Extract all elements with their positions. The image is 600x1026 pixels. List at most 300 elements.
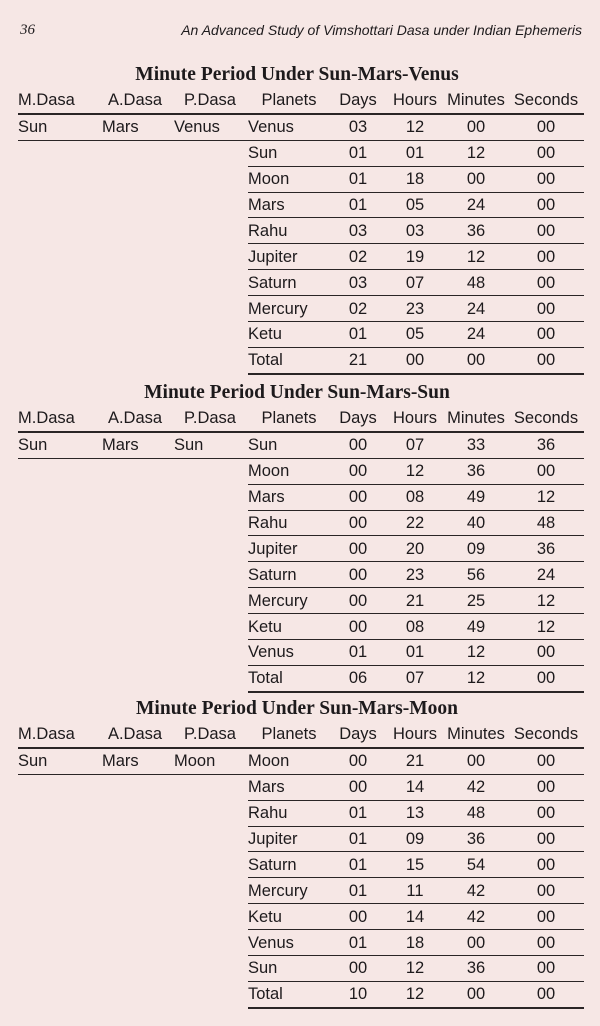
- days-cell: 02: [330, 244, 386, 270]
- days-cell: 01: [330, 852, 386, 878]
- m-dasa-cell: [18, 218, 98, 244]
- minutes-cell: 00: [444, 166, 508, 192]
- m-dasa-cell: [18, 458, 98, 484]
- p-dasa-cell: [172, 510, 248, 536]
- days-cell: 01: [330, 878, 386, 904]
- planet-cell: Moon: [248, 166, 330, 192]
- seconds-cell: 00: [508, 640, 584, 666]
- minutes-cell: 36: [444, 218, 508, 244]
- planet-cell: Rahu: [248, 800, 330, 826]
- days-cell: 10: [330, 981, 386, 1007]
- a-dasa-cell: Mars: [98, 432, 172, 458]
- total-row: [18, 981, 584, 1007]
- column-header: Seconds: [508, 406, 584, 432]
- hours-cell: 20: [386, 536, 444, 562]
- table-row: [18, 458, 584, 484]
- seconds-cell: 12: [508, 484, 584, 510]
- column-header: Days: [330, 406, 386, 432]
- planet-cell: Mars: [248, 774, 330, 800]
- column-header: Hours: [386, 722, 444, 748]
- hours-cell: 00: [386, 347, 444, 373]
- hours-cell: 11: [386, 878, 444, 904]
- table-row: [18, 774, 584, 800]
- planet-cell: Venus: [248, 640, 330, 666]
- p-dasa-cell: [172, 878, 248, 904]
- a-dasa-cell: [98, 588, 172, 614]
- minutes-cell: 00: [444, 114, 508, 140]
- column-header: M.Dasa: [18, 722, 98, 748]
- total-row: [18, 347, 584, 373]
- hours-cell: 01: [386, 140, 444, 166]
- days-cell: 00: [330, 588, 386, 614]
- hours-cell: 13: [386, 800, 444, 826]
- hours-cell: 22: [386, 510, 444, 536]
- days-cell: 00: [330, 458, 386, 484]
- m-dasa-cell: [18, 665, 98, 691]
- column-header: Hours: [386, 88, 444, 114]
- m-dasa-cell: [18, 166, 98, 192]
- table-row: [18, 484, 584, 510]
- column-header: M.Dasa: [18, 406, 98, 432]
- hours-cell: 21: [386, 748, 444, 774]
- p-dasa-cell: [172, 981, 248, 1007]
- p-dasa-cell: [172, 322, 248, 348]
- column-header: P.Dasa: [172, 406, 248, 432]
- seconds-cell: 00: [508, 270, 584, 296]
- m-dasa-cell: [18, 510, 98, 536]
- a-dasa-cell: [98, 614, 172, 640]
- seconds-cell: 00: [508, 748, 584, 774]
- column-header: Minutes: [444, 88, 508, 114]
- minutes-cell: 42: [444, 774, 508, 800]
- days-cell: 00: [330, 956, 386, 982]
- a-dasa-cell: [98, 458, 172, 484]
- planet-cell: Ketu: [248, 322, 330, 348]
- m-dasa-cell: [18, 296, 98, 322]
- seconds-cell: 00: [508, 878, 584, 904]
- planet-cell: Mercury: [248, 878, 330, 904]
- hours-cell: 18: [386, 166, 444, 192]
- seconds-cell: 36: [508, 432, 584, 458]
- days-cell: 00: [330, 536, 386, 562]
- minutes-cell: 24: [444, 192, 508, 218]
- days-cell: 02: [330, 296, 386, 322]
- seconds-cell: 12: [508, 614, 584, 640]
- column-header: A.Dasa: [98, 88, 172, 114]
- table-row: [18, 218, 584, 244]
- section-sun-mars-sun: [18, 380, 584, 693]
- p-dasa-cell: [172, 774, 248, 800]
- seconds-cell: 00: [508, 852, 584, 878]
- p-dasa-cell: [172, 536, 248, 562]
- minutes-cell: 12: [444, 140, 508, 166]
- hours-cell: 05: [386, 192, 444, 218]
- m-dasa-cell: [18, 484, 98, 510]
- table-row: [18, 614, 584, 640]
- planet-cell: Ketu: [248, 614, 330, 640]
- seconds-cell: 00: [508, 826, 584, 852]
- minutes-cell: 25: [444, 588, 508, 614]
- hours-cell: 07: [386, 432, 444, 458]
- seconds-cell: 00: [508, 192, 584, 218]
- days-cell: 03: [330, 270, 386, 296]
- days-cell: 01: [330, 192, 386, 218]
- m-dasa-cell: [18, 640, 98, 666]
- p-dasa-cell: [172, 140, 248, 166]
- days-cell: 03: [330, 114, 386, 140]
- minutes-cell: 56: [444, 562, 508, 588]
- a-dasa-cell: [98, 536, 172, 562]
- days-cell: 01: [330, 640, 386, 666]
- days-cell: 00: [330, 484, 386, 510]
- column-header: Hours: [386, 406, 444, 432]
- hours-cell: 19: [386, 244, 444, 270]
- p-dasa-cell: [172, 458, 248, 484]
- column-header: A.Dasa: [98, 406, 172, 432]
- days-cell: 06: [330, 665, 386, 691]
- planet-cell: Saturn: [248, 562, 330, 588]
- p-dasa-cell: [172, 166, 248, 192]
- period-table: [18, 406, 584, 693]
- m-dasa-cell: [18, 140, 98, 166]
- column-header: Seconds: [508, 88, 584, 114]
- planet-cell: Total: [248, 347, 330, 373]
- m-dasa-cell: [18, 614, 98, 640]
- a-dasa-cell: [98, 347, 172, 373]
- a-dasa-cell: [98, 484, 172, 510]
- period-table: [18, 722, 584, 1009]
- minutes-cell: 36: [444, 956, 508, 982]
- p-dasa-cell: [172, 347, 248, 373]
- header-row: [18, 406, 584, 432]
- table-row: [18, 192, 584, 218]
- planet-cell: Mars: [248, 484, 330, 510]
- minutes-cell: 00: [444, 748, 508, 774]
- seconds-cell: 00: [508, 322, 584, 348]
- column-header: Days: [330, 722, 386, 748]
- seconds-cell: 00: [508, 774, 584, 800]
- planet-cell: Venus: [248, 930, 330, 956]
- m-dasa-cell: [18, 904, 98, 930]
- a-dasa-cell: [98, 322, 172, 348]
- seconds-cell: 00: [508, 218, 584, 244]
- seconds-cell: 00: [508, 296, 584, 322]
- planet-cell: Mercury: [248, 296, 330, 322]
- hours-cell: 05: [386, 322, 444, 348]
- hours-cell: 12: [386, 458, 444, 484]
- table-row: [18, 904, 584, 930]
- page-header: [20, 20, 582, 44]
- m-dasa-cell: [18, 192, 98, 218]
- a-dasa-cell: [98, 270, 172, 296]
- planet-cell: Rahu: [248, 510, 330, 536]
- days-cell: 00: [330, 432, 386, 458]
- table-row: [18, 878, 584, 904]
- m-dasa-cell: [18, 347, 98, 373]
- hours-cell: 12: [386, 114, 444, 140]
- planet-cell: Rahu: [248, 218, 330, 244]
- p-dasa-cell: Sun: [172, 432, 248, 458]
- planet-cell: Jupiter: [248, 244, 330, 270]
- p-dasa-cell: [172, 800, 248, 826]
- minutes-cell: 42: [444, 878, 508, 904]
- column-header: Planets: [248, 722, 330, 748]
- section-title: Minute Period Under Sun-Mars-Moon: [136, 698, 458, 719]
- hours-cell: 14: [386, 904, 444, 930]
- hours-cell: 15: [386, 852, 444, 878]
- m-dasa-cell: [18, 244, 98, 270]
- seconds-cell: 00: [508, 347, 584, 373]
- minutes-cell: 12: [444, 640, 508, 666]
- m-dasa-cell: Sun: [18, 748, 98, 774]
- planet-cell: Total: [248, 981, 330, 1007]
- a-dasa-cell: [98, 218, 172, 244]
- planet-cell: Saturn: [248, 270, 330, 296]
- minutes-cell: 48: [444, 270, 508, 296]
- m-dasa-cell: [18, 774, 98, 800]
- days-cell: 01: [330, 166, 386, 192]
- m-dasa-cell: [18, 852, 98, 878]
- a-dasa-cell: [98, 640, 172, 666]
- seconds-cell: 24: [508, 562, 584, 588]
- column-header: P.Dasa: [172, 722, 248, 748]
- days-cell: 00: [330, 510, 386, 536]
- planet-cell: Sun: [248, 432, 330, 458]
- planet-cell: Moon: [248, 748, 330, 774]
- planet-cell: Sun: [248, 140, 330, 166]
- minutes-cell: 42: [444, 904, 508, 930]
- minutes-cell: 40: [444, 510, 508, 536]
- hours-cell: 12: [386, 956, 444, 982]
- a-dasa-cell: [98, 826, 172, 852]
- m-dasa-cell: [18, 930, 98, 956]
- m-dasa-cell: [18, 878, 98, 904]
- table-row: [18, 640, 584, 666]
- section-title: Minute Period Under Sun-Mars-Sun: [144, 382, 450, 403]
- m-dasa-cell: Sun: [18, 114, 98, 140]
- column-header: Minutes: [444, 406, 508, 432]
- minutes-cell: 09: [444, 536, 508, 562]
- p-dasa-cell: [172, 614, 248, 640]
- seconds-cell: 48: [508, 510, 584, 536]
- a-dasa-cell: [98, 665, 172, 691]
- minutes-cell: 12: [444, 244, 508, 270]
- minutes-cell: 49: [444, 484, 508, 510]
- header-row: [18, 722, 584, 748]
- hours-cell: 09: [386, 826, 444, 852]
- planet-cell: Mercury: [248, 588, 330, 614]
- running-title: An Advanced Study of Vimshottari Dasa under Indian Ephemeris: [181, 22, 582, 38]
- planet-cell: Sun: [248, 956, 330, 982]
- p-dasa-cell: [172, 956, 248, 982]
- minutes-cell: 36: [444, 826, 508, 852]
- table-row: [18, 930, 584, 956]
- a-dasa-cell: [98, 562, 172, 588]
- column-header: Planets: [248, 88, 330, 114]
- hours-cell: 14: [386, 774, 444, 800]
- days-cell: 03: [330, 218, 386, 244]
- hours-cell: 08: [386, 484, 444, 510]
- seconds-cell: 00: [508, 800, 584, 826]
- minutes-cell: 24: [444, 322, 508, 348]
- table-row: [18, 244, 584, 270]
- column-header: Minutes: [444, 722, 508, 748]
- days-cell: 01: [330, 826, 386, 852]
- m-dasa-cell: [18, 826, 98, 852]
- hours-cell: 23: [386, 562, 444, 588]
- seconds-cell: 00: [508, 458, 584, 484]
- m-dasa-cell: [18, 800, 98, 826]
- header-row: [18, 88, 584, 114]
- seconds-cell: 36: [508, 536, 584, 562]
- a-dasa-cell: [98, 774, 172, 800]
- p-dasa-cell: [172, 270, 248, 296]
- minutes-cell: 00: [444, 347, 508, 373]
- m-dasa-cell: [18, 562, 98, 588]
- a-dasa-cell: [98, 956, 172, 982]
- table-row: [18, 510, 584, 536]
- seconds-cell: 12: [508, 588, 584, 614]
- section-title: Minute Period Under Sun-Mars-Venus: [135, 64, 459, 85]
- table-row: [18, 748, 584, 774]
- p-dasa-cell: [172, 665, 248, 691]
- minutes-cell: 33: [444, 432, 508, 458]
- table-row: [18, 166, 584, 192]
- p-dasa-cell: [172, 484, 248, 510]
- a-dasa-cell: [98, 166, 172, 192]
- table-row: [18, 322, 584, 348]
- a-dasa-cell: [98, 981, 172, 1007]
- table-row: [18, 536, 584, 562]
- p-dasa-cell: [172, 296, 248, 322]
- days-cell: 01: [330, 800, 386, 826]
- page-number: 36: [20, 22, 35, 38]
- minutes-cell: 36: [444, 458, 508, 484]
- a-dasa-cell: [98, 878, 172, 904]
- minutes-cell: 00: [444, 930, 508, 956]
- minutes-cell: 54: [444, 852, 508, 878]
- a-dasa-cell: [98, 140, 172, 166]
- hours-cell: 03: [386, 218, 444, 244]
- table-row: [18, 588, 584, 614]
- p-dasa-cell: [172, 192, 248, 218]
- p-dasa-cell: [172, 640, 248, 666]
- period-table: [18, 88, 584, 375]
- p-dasa-cell: [172, 562, 248, 588]
- table-row: [18, 956, 584, 982]
- planet-cell: Total: [248, 665, 330, 691]
- planet-cell: Ketu: [248, 904, 330, 930]
- hours-cell: 12: [386, 981, 444, 1007]
- column-header: Seconds: [508, 722, 584, 748]
- days-cell: 00: [330, 562, 386, 588]
- minutes-cell: 48: [444, 800, 508, 826]
- a-dasa-cell: [98, 852, 172, 878]
- a-dasa-cell: [98, 244, 172, 270]
- p-dasa-cell: [172, 904, 248, 930]
- table-row: [18, 114, 584, 140]
- minutes-cell: 12: [444, 665, 508, 691]
- days-cell: 21: [330, 347, 386, 373]
- seconds-cell: 00: [508, 114, 584, 140]
- planet-cell: Venus: [248, 114, 330, 140]
- minutes-cell: 24: [444, 296, 508, 322]
- table-row: [18, 562, 584, 588]
- a-dasa-cell: [98, 904, 172, 930]
- total-row: [18, 665, 584, 691]
- m-dasa-cell: Sun: [18, 432, 98, 458]
- days-cell: 01: [330, 322, 386, 348]
- table-row: [18, 826, 584, 852]
- m-dasa-cell: [18, 536, 98, 562]
- seconds-cell: 00: [508, 904, 584, 930]
- days-cell: 00: [330, 904, 386, 930]
- days-cell: 00: [330, 614, 386, 640]
- seconds-cell: 00: [508, 956, 584, 982]
- days-cell: 00: [330, 748, 386, 774]
- a-dasa-cell: [98, 510, 172, 536]
- section-sun-mars-venus: [18, 62, 584, 375]
- table-row: [18, 432, 584, 458]
- days-cell: 01: [330, 140, 386, 166]
- days-cell: 01: [330, 930, 386, 956]
- hours-cell: 18: [386, 930, 444, 956]
- seconds-cell: 00: [508, 981, 584, 1007]
- m-dasa-cell: [18, 270, 98, 296]
- m-dasa-cell: [18, 956, 98, 982]
- p-dasa-cell: [172, 826, 248, 852]
- minutes-cell: 49: [444, 614, 508, 640]
- p-dasa-cell: [172, 930, 248, 956]
- a-dasa-cell: Mars: [98, 748, 172, 774]
- hours-cell: 07: [386, 270, 444, 296]
- planet-cell: Moon: [248, 458, 330, 484]
- p-dasa-cell: [172, 588, 248, 614]
- p-dasa-cell: Moon: [172, 748, 248, 774]
- seconds-cell: 00: [508, 244, 584, 270]
- table-row: [18, 296, 584, 322]
- m-dasa-cell: [18, 322, 98, 348]
- p-dasa-cell: Venus: [172, 114, 248, 140]
- p-dasa-cell: [172, 852, 248, 878]
- m-dasa-cell: [18, 981, 98, 1007]
- column-header: P.Dasa: [172, 88, 248, 114]
- minutes-cell: 00: [444, 981, 508, 1007]
- a-dasa-cell: [98, 192, 172, 218]
- table-row: [18, 800, 584, 826]
- p-dasa-cell: [172, 218, 248, 244]
- a-dasa-cell: Mars: [98, 114, 172, 140]
- planet-cell: Jupiter: [248, 536, 330, 562]
- days-cell: 00: [330, 774, 386, 800]
- table-row: [18, 140, 584, 166]
- m-dasa-cell: [18, 588, 98, 614]
- planet-cell: Mars: [248, 192, 330, 218]
- planet-cell: Saturn: [248, 852, 330, 878]
- seconds-cell: 00: [508, 140, 584, 166]
- column-header: A.Dasa: [98, 722, 172, 748]
- column-header: M.Dasa: [18, 88, 98, 114]
- p-dasa-cell: [172, 244, 248, 270]
- hours-cell: 23: [386, 296, 444, 322]
- seconds-cell: 00: [508, 166, 584, 192]
- column-header: Planets: [248, 406, 330, 432]
- a-dasa-cell: [98, 930, 172, 956]
- seconds-cell: 00: [508, 665, 584, 691]
- planet-cell: Jupiter: [248, 826, 330, 852]
- hours-cell: 07: [386, 665, 444, 691]
- hours-cell: 21: [386, 588, 444, 614]
